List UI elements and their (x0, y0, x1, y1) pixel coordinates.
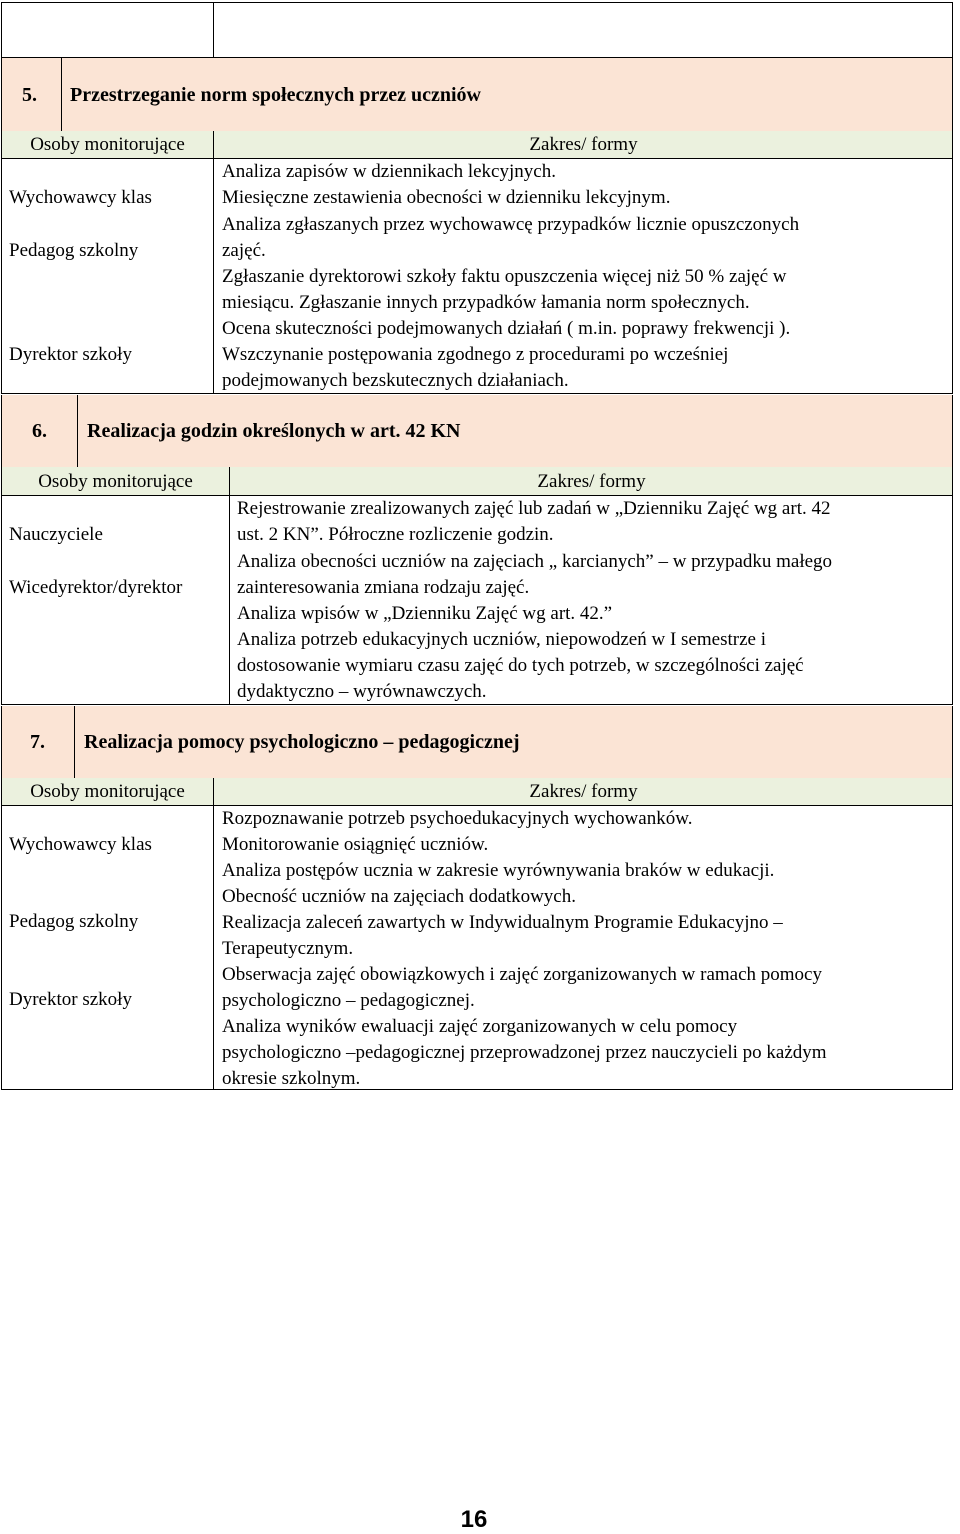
section-7-person-2: Pedagog szkolny (9, 911, 139, 932)
scope-line: zainteresowania zmiana rodzaju zajęć. (237, 577, 530, 598)
scope-line: Rejestrowanie zrealizowanych zajęć lub zadań w „Dzienniku Zajęć wg art. 42 (237, 498, 831, 519)
scope-line: Terapeutycznym. (222, 938, 354, 959)
section-7-right-header: Zakres/ formy (529, 781, 638, 802)
section-6-person-1: Nauczyciele (9, 524, 103, 545)
scope-line: Analiza obecności uczniów na zajęciach „ karcianych” – w przypadku małego (237, 551, 833, 572)
section-5-left-header: Osoby monitorujące (30, 134, 185, 155)
section-5-column-divider (213, 131, 214, 394)
scope-line: Analiza wyników ewaluacji zajęć zorganizowanych w celu pomocy (222, 1016, 738, 1037)
page-number: 16 (460, 1506, 488, 1533)
scope-line: Analiza zapisów w dziennikach lekcyjnych. (222, 161, 556, 182)
section-7-scope (222, 806, 950, 1089)
scope-line: zajęć. (222, 240, 266, 261)
section-6-right-header: Zakres/ formy (537, 471, 646, 492)
scope-line: Analiza zgłaszanych przez wychowawcę przypadków licznie opuszczonych (222, 214, 800, 235)
section-5-title: Przestrzeganie norm społecznych przez uczniów (70, 84, 481, 106)
scope-line: Monitorowanie osiągnięć uczniów. (222, 834, 489, 855)
section-5-header-divider (61, 57, 62, 132)
section-7-number: 7. (30, 731, 45, 753)
scope-line: Zgłaszanie dyrektorowi szkoły faktu opuszczenia więcej niż 50 % zajęć w (222, 266, 787, 287)
section-6-scope (237, 496, 949, 704)
section-7-column-divider (213, 778, 214, 1090)
top-empty-divider (213, 2, 214, 58)
section-5-number: 5. (22, 84, 37, 106)
scope-line: ust. 2 KN”. Półroczne rozliczenie godzin. (237, 524, 554, 545)
scope-line: Realizacja zaleceń zawartych w Indywidualnym Programie Edukacyjno – (222, 912, 783, 933)
scope-line: dostosowanie wymiaru czasu zajęć do tych potrzeb, w szczególności zajęć (237, 655, 804, 676)
section-7-header-divider (74, 706, 75, 779)
section-7-person-3: Dyrektor szkoły (9, 989, 132, 1010)
top-empty-row (1, 2, 953, 58)
section-6-title: Realizacja godzin określonych w art. 42 KN (87, 420, 461, 442)
scope-line: podejmowanych bezskutecznych działaniach. (222, 370, 569, 391)
section-5-scope (222, 159, 947, 393)
scope-line: Obecność uczniów na zajęciach dodatkowych. (222, 886, 576, 907)
scope-line: psychologiczno – pedagogicznej. (222, 990, 475, 1011)
scope-line: miesiącu. Zgłaszanie innych przypadków łamania norm społecznych. (222, 292, 750, 313)
section-7-title: Realizacja pomocy psychologiczno – pedagogicznej (84, 731, 520, 753)
scope-line: Obserwacja zajęć obowiązkowych i zajęć zorganizowanych w ramach pomocy (222, 964, 822, 985)
section-6-header-divider (77, 395, 78, 468)
scope-line: Analiza postępów ucznia w zakresie wyrównywania braków w edukacji. (222, 860, 775, 881)
scope-line: Rozpoznawanie potrzeb psychoedukacyjnych wychowanków. (222, 808, 693, 829)
scope-line: Analiza wpisów w „Dzienniku Zajęć wg art. 42.” (237, 603, 613, 624)
scope-line: psychologiczno –pedagogicznej przeprowadzonej przez nauczycieli po każdym (222, 1042, 827, 1063)
section-6-number: 6. (32, 420, 47, 442)
section-5-person-1: Wychowawcy klas (9, 187, 152, 208)
scope-line: Miesięczne zestawienia obecności w dzienniku lekcyjnym. (222, 187, 671, 208)
section-5-right-header: Zakres/ formy (529, 134, 638, 155)
section-7-left-header: Osoby monitorujące (30, 781, 185, 802)
scope-line: dydaktyczno – wyrównawczych. (237, 681, 487, 702)
section-6-person-2: Wicedyrektor/dyrektor (9, 577, 183, 598)
section-7-person-1: Wychowawcy klas (9, 834, 152, 855)
scope-line: Ocena skuteczności podejmowanych działań ( m.in. poprawy frekwencji ). (222, 318, 791, 339)
section-6-column-divider (229, 467, 230, 705)
section-5-person-2: Pedagog szkolny (9, 240, 139, 261)
scope-line: okresie szkolnym. (222, 1068, 361, 1089)
scope-line: Analiza potrzeb edukacyjnych uczniów, niepowodzeń w I semestrze i (237, 629, 766, 650)
section-5-person-3: Dyrektor szkoły (9, 344, 132, 365)
scope-line: Wszczynanie postępowania zgodnego z procedurami po wcześniej (222, 344, 729, 365)
section-6-left-header: Osoby monitorujące (38, 471, 193, 492)
